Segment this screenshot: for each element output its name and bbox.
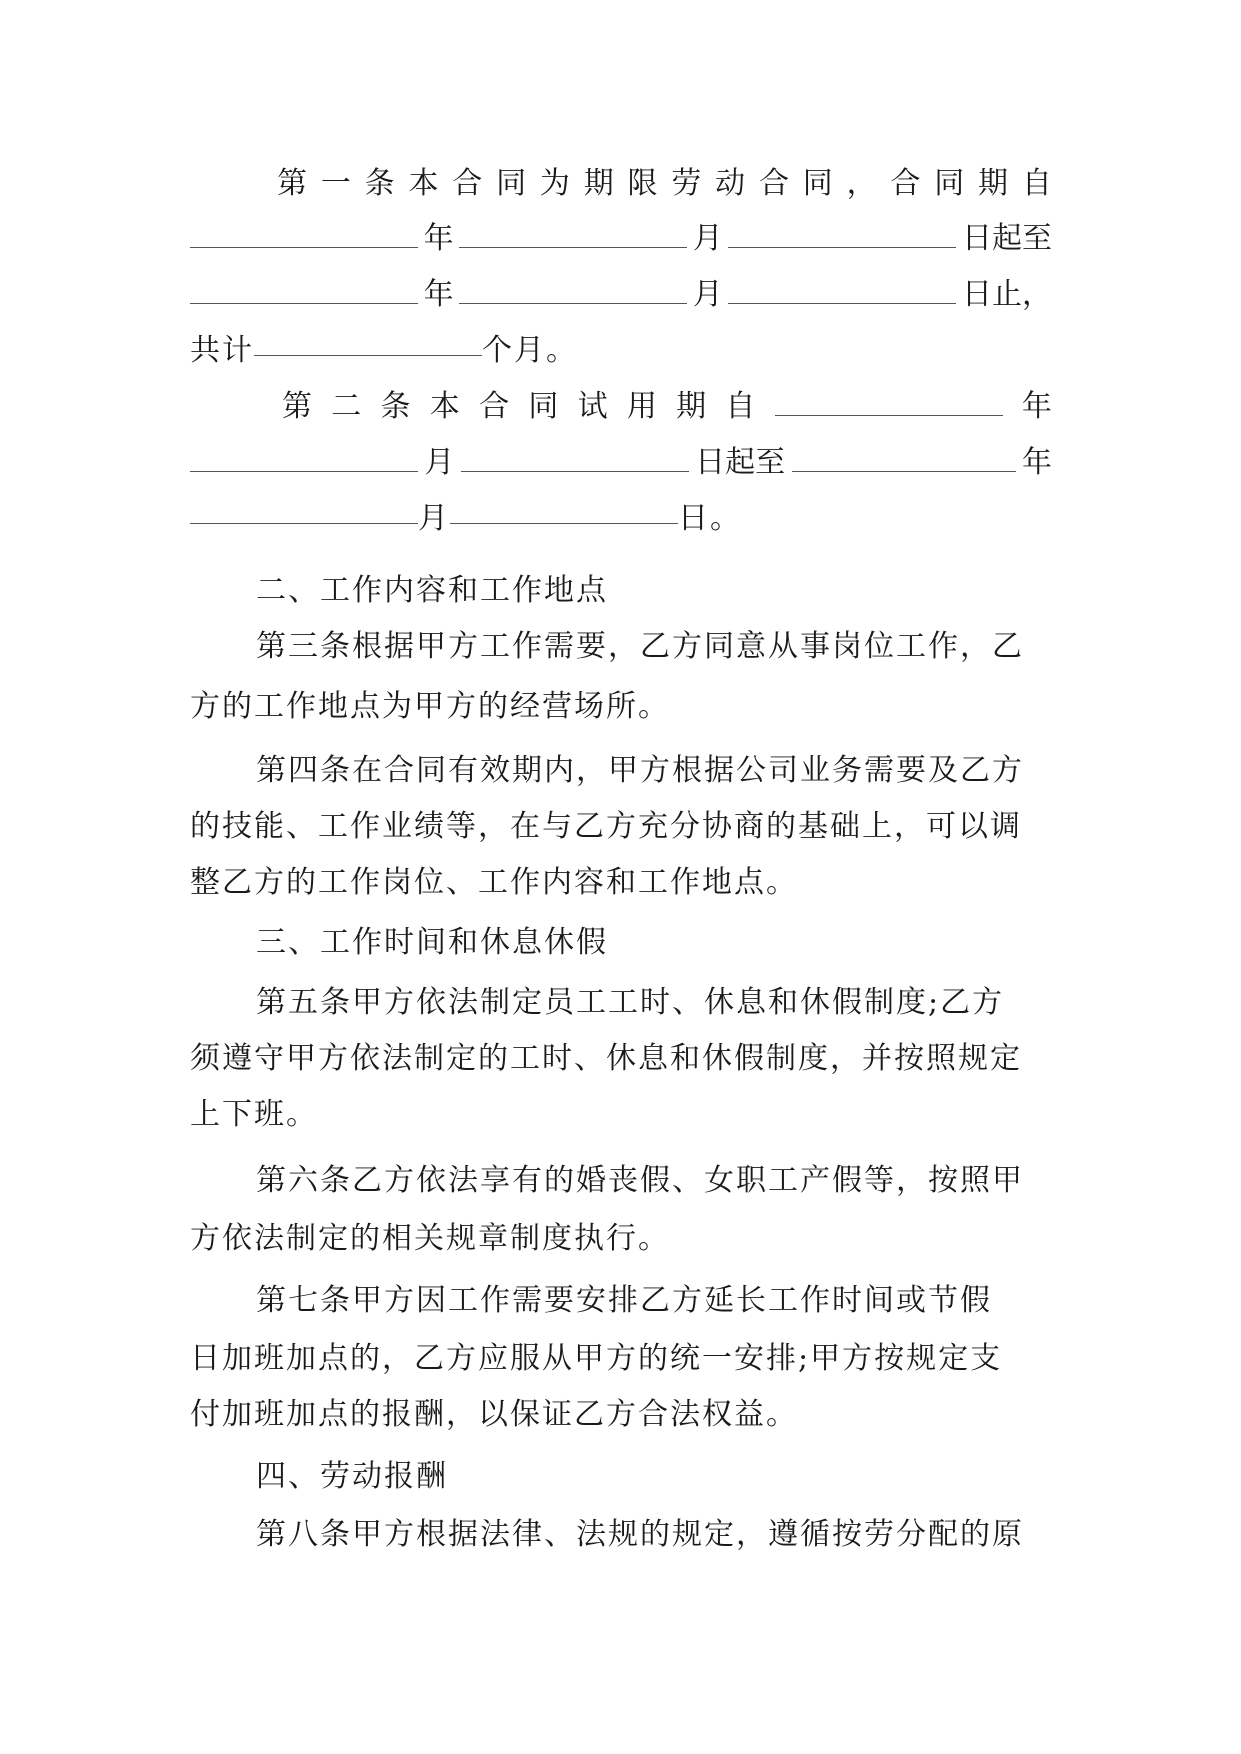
- article-2-line-3: [190, 490, 1052, 548]
- date-blank[interactable]: [459, 245, 687, 248]
- total-label: 共计: [190, 333, 254, 368]
- paragraph-line: 整乙方的工作岗位、工作内容和工作地点。: [190, 865, 798, 900]
- spaced-char: 同: [528, 389, 559, 424]
- month-label: 月: [692, 277, 723, 312]
- date-blank[interactable]: [728, 245, 956, 248]
- paragraph-line: 第六条乙方依法享有的婚丧假、女职工产假等，按照甲: [256, 1163, 1024, 1198]
- paragraph-line: 第四条在合同有效期内，甲方根据公司业务需要及乙方: [256, 753, 1024, 788]
- spaced-char: 同: [496, 166, 527, 201]
- year-label: 年: [423, 221, 454, 256]
- paragraph-line: 日加班加点的，乙方应服从甲方的统一安排;甲方按规定支: [190, 1341, 1003, 1376]
- date-blank[interactable]: [728, 301, 956, 304]
- spaced-char: 第: [277, 166, 307, 201]
- spaced-char: 限: [627, 166, 658, 201]
- date-blank[interactable]: [450, 521, 678, 524]
- paragraph-line: 方依法制定的相关规章制度执行。: [190, 1221, 670, 1256]
- date-blank[interactable]: [792, 469, 1016, 472]
- article-2-line-1: [282, 378, 1052, 436]
- date-blank[interactable]: [190, 301, 418, 304]
- spaced-char: 本: [408, 166, 439, 201]
- spaced-char: 用: [626, 389, 657, 424]
- article-1-line-3: [190, 266, 1052, 324]
- date-blank[interactable]: [461, 469, 689, 472]
- spaced-char: 试: [577, 389, 608, 424]
- day-label: 日起至: [695, 445, 786, 480]
- spaced-char: 合: [479, 389, 510, 424]
- section-heading-3: 三、工作时间和休息休假: [256, 925, 608, 960]
- spaced-char: 合: [890, 166, 921, 201]
- paragraph-line: 第八条甲方根据法律、法规的规定，遵循按劳分配的原: [256, 1517, 1024, 1552]
- spaced-char: 期: [676, 389, 707, 424]
- paragraph-line: 方的工作地点为甲方的经营场所。: [190, 689, 670, 724]
- paragraph-line: 付加班加点的报酬，以保证乙方合法权益。: [190, 1397, 798, 1432]
- section-heading-4: 四、劳动报酬: [256, 1459, 448, 1494]
- spaced-char: 期: [978, 166, 1008, 201]
- months-blank[interactable]: [254, 353, 482, 356]
- date-blank[interactable]: [190, 521, 418, 524]
- spaced-char: 期: [583, 166, 614, 201]
- year-label: 年: [1021, 389, 1052, 424]
- date-blank[interactable]: [459, 301, 687, 304]
- article-2-line-2: [190, 434, 1052, 492]
- year-label: 年: [1021, 445, 1052, 480]
- day-label: 日。: [678, 501, 742, 536]
- day-label: 日起至: [961, 221, 1052, 256]
- article-1-line-4: [190, 322, 1052, 380]
- spaced-char: 劳: [671, 166, 702, 201]
- section-heading-2: 二、工作内容和工作地点: [256, 573, 608, 608]
- spaced-char: 同: [802, 166, 833, 201]
- date-blank[interactable]: [775, 413, 1003, 416]
- spaced-char: 二: [331, 389, 362, 424]
- spaced-char: 合: [758, 166, 789, 201]
- article-1-line-1: [277, 155, 1052, 213]
- spaced-char: 条: [364, 166, 395, 201]
- spaced-char: 条: [380, 389, 411, 424]
- date-blank[interactable]: [190, 245, 418, 248]
- date-blank[interactable]: [190, 469, 418, 472]
- spaced-char: 为: [539, 166, 570, 201]
- month-label: 月: [418, 501, 450, 536]
- spaced-char: 一: [320, 166, 351, 201]
- month-label: 月: [424, 445, 455, 480]
- months-suffix: 个月。: [482, 333, 578, 368]
- paragraph-line: 须遵守甲方依法制定的工时、休息和休假制度，并按照规定: [190, 1041, 1022, 1076]
- spaced-char: 同: [934, 166, 965, 201]
- year-label: 年: [423, 277, 454, 312]
- paragraph-line: 第三条根据甲方工作需要，乙方同意从事岗位工作，乙: [256, 629, 1024, 664]
- month-label: 月: [692, 221, 723, 256]
- spaced-char: 自: [725, 389, 756, 424]
- paragraph-line: 的技能、工作业绩等，在与乙方充分协商的基础上，可以调: [190, 809, 1022, 844]
- paragraph-line: 第五条甲方依法制定员工工时、休息和休假制度;乙方: [256, 985, 1005, 1020]
- spaced-char: 动: [715, 166, 746, 201]
- paragraph-line: 第七条甲方因工作需要安排乙方延长工作时间或节假: [256, 1283, 992, 1318]
- article-1-line-2: [190, 210, 1052, 268]
- spaced-char: ，: [846, 166, 877, 201]
- spaced-char: 自: [1021, 166, 1052, 201]
- spaced-char: 本: [429, 389, 460, 424]
- day-label: 日止，: [961, 277, 1052, 312]
- spaced-char: 合: [452, 166, 483, 201]
- spaced-char: 第: [282, 389, 312, 424]
- paragraph-line: 上下班。: [190, 1097, 318, 1132]
